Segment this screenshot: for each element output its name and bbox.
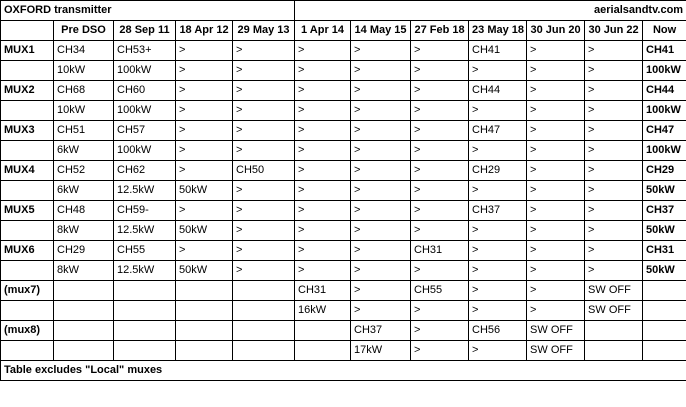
cell-power: 50kW [176,261,233,281]
cell-power: > [585,181,643,201]
cell-power: > [411,261,469,281]
header-cell-1-apr-14: 1 Apr 14 [295,21,351,41]
cell-power-now: 50kW [643,181,686,201]
cell-power-now: 100kW [643,141,686,161]
cell-power: > [411,101,469,121]
cell-channel [114,281,176,301]
cell-power [54,341,114,361]
header-cell-now: Now [643,21,686,41]
cell-channel: CH37 [469,201,527,221]
cell-power: > [411,301,469,321]
cell-channel: > [411,41,469,61]
cell-power: > [351,61,411,81]
cell-power: > [295,61,351,81]
table-row [1,221,686,241]
cell-channel: CH50 [233,161,295,181]
cell-channel: > [295,241,351,261]
header-cell-30-jun-22: 30 Jun 22 [585,21,643,41]
cell-power: > [295,181,351,201]
cell-power: 50kW [176,181,233,201]
table-row [1,61,686,81]
cell-power: 12.5kW [114,261,176,281]
header-cell-30-jun-20: 30 Jun 20 [527,21,585,41]
cell-channel-now: CH29 [643,161,686,181]
cell-power: > [411,341,469,361]
mux-name-blank [1,341,54,361]
cell-power: > [527,141,585,161]
cell-power: 100kW [114,61,176,81]
cell-power: > [527,261,585,281]
cell-channel: > [411,121,469,141]
table-row [1,241,686,261]
cell-power: SW OFF [527,341,585,361]
cell-power: 6kW [54,141,114,161]
cell-power: 12.5kW [114,221,176,241]
cell-power: 10kW [54,101,114,121]
cell-power: > [351,181,411,201]
cell-power [233,301,295,321]
cell-power: > [411,141,469,161]
cell-power: > [585,261,643,281]
cell-channel: > [527,281,585,301]
cell-channel [54,321,114,341]
cell-channel: > [527,161,585,181]
cell-channel [295,321,351,341]
mux-name-blank [1,61,54,81]
header-cell-27-feb-18: 27 Feb 18 [411,21,469,41]
cell-channel: > [176,201,233,221]
cell-power-now: 50kW [643,221,686,241]
cell-channel: CH55 [411,281,469,301]
mux-name: MUX3 [1,121,54,141]
cell-power: 6kW [54,181,114,201]
cell-power: > [469,181,527,201]
cell-power: 8kW [54,221,114,241]
cell-channel: CH37 [351,321,411,341]
mux-name: (mux8) [1,321,54,341]
table-row [1,101,686,121]
cell-channel: > [295,41,351,61]
header-cell-18-apr-12: 18 Apr 12 [176,21,233,41]
cell-power: 100kW [114,101,176,121]
cell-channel: CH55 [114,241,176,261]
cell-channel: CH51 [54,121,114,141]
table-row [1,321,686,341]
cell-channel: > [176,81,233,101]
title-row [1,1,686,21]
cell-power: > [351,221,411,241]
cell-power: > [411,221,469,241]
cell-power-now: 50kW [643,261,686,281]
cell-power: > [585,141,643,161]
cell-channel: > [351,161,411,181]
cell-channel: > [469,241,527,261]
cell-channel: > [295,161,351,181]
cell-power: > [233,141,295,161]
mux-name: MUX5 [1,201,54,221]
table-row [1,261,686,281]
cell-power: 12.5kW [114,181,176,201]
cell-channel: > [233,241,295,261]
mux-name: MUX2 [1,81,54,101]
cell-power: 100kW [114,141,176,161]
cell-channel: CH52 [54,161,114,181]
cell-channel [176,321,233,341]
header-cell-29-may-13: 29 May 13 [233,21,295,41]
cell-channel: > [411,201,469,221]
cell-power: 17kW [351,341,411,361]
mux-name-blank [1,221,54,241]
cell-channel: CH56 [469,321,527,341]
cell-power: > [469,101,527,121]
cell-power: > [295,101,351,121]
cell-power: > [469,341,527,361]
header-cell-28-sep-11: 28 Sep 11 [114,21,176,41]
cell-channel: > [176,41,233,61]
cell-power [233,341,295,361]
cell-channel: CH31 [295,281,351,301]
table-row [1,181,686,201]
table-row [1,121,686,141]
mux-name-blank [1,181,54,201]
cell-channel: > [411,81,469,101]
mux-name-blank [1,301,54,321]
cell-channel: > [233,121,295,141]
cell-channel: > [411,321,469,341]
cell-power: 10kW [54,61,114,81]
header-cell-23-may-18: 23 May 18 [469,21,527,41]
table-row [1,141,686,161]
cell-channel: CH53+ [114,41,176,61]
cell-channel: SW OFF [527,321,585,341]
cell-power: > [351,141,411,161]
cell-power [54,301,114,321]
mux-name-blank [1,141,54,161]
cell-power: > [527,61,585,81]
cell-channel: > [527,121,585,141]
cell-channel: SW OFF [585,281,643,301]
column-header-row [1,21,686,41]
cell-channel: CH34 [54,41,114,61]
cell-channel: CH44 [469,81,527,101]
cell-channel-now [643,321,686,341]
cell-power [176,341,233,361]
cell-channel-now: CH44 [643,81,686,101]
table-row [1,341,686,361]
cell-power [114,341,176,361]
header-cell-pre-dso: Pre DSO [54,21,114,41]
cell-power [295,341,351,361]
cell-channel-now: CH31 [643,241,686,261]
cell-channel-now: CH47 [643,121,686,141]
cell-power: > [295,141,351,161]
cell-channel: CH62 [114,161,176,181]
cell-channel-now: CH41 [643,41,686,61]
cell-channel: > [176,241,233,261]
cell-channel: > [176,121,233,141]
cell-channel: > [527,241,585,261]
cell-power: 50kW [176,221,233,241]
cell-power: > [233,261,295,281]
cell-channel: CH48 [54,201,114,221]
cell-power: > [411,181,469,201]
cell-power: > [469,141,527,161]
cell-power: > [527,221,585,241]
cell-power: > [469,61,527,81]
cell-power: > [176,101,233,121]
cell-channel: > [527,41,585,61]
cell-channel: > [176,161,233,181]
cell-power: > [233,61,295,81]
cell-channel: CH41 [469,41,527,61]
footer-note: Table excludes "Local" muxes [1,361,686,381]
mux-name: MUX1 [1,41,54,61]
cell-power: > [527,101,585,121]
header-cell-blank [1,21,54,41]
cell-power: > [295,221,351,241]
cell-channel: CH29 [54,241,114,261]
cell-channel: > [585,161,643,181]
cell-power [114,301,176,321]
cell-channel: > [351,81,411,101]
cell-channel [585,321,643,341]
cell-channel: > [295,81,351,101]
cell-power: > [351,301,411,321]
cell-channel [114,321,176,341]
source-label: aerialsandtv.com [295,1,686,21]
cell-power: > [176,61,233,81]
cell-power: > [585,221,643,241]
cell-channel: CH47 [469,121,527,141]
table-row [1,81,686,101]
cell-power: > [469,221,527,241]
cell-channel: > [585,121,643,141]
cell-channel [54,281,114,301]
cell-channel: > [585,241,643,261]
cell-channel: > [233,81,295,101]
cell-power: > [585,101,643,121]
cell-channel: CH31 [411,241,469,261]
cell-power: SW OFF [585,301,643,321]
cell-channel: > [351,201,411,221]
cell-power-now [643,301,686,321]
cell-channel: > [351,41,411,61]
cell-power: > [233,221,295,241]
cell-channel: CH59- [114,201,176,221]
header-cell-14-may-15: 14 May 15 [351,21,411,41]
cell-channel: > [295,201,351,221]
cell-power [585,341,643,361]
table-row [1,281,686,301]
mux-name: MUX4 [1,161,54,181]
cell-channel: > [585,201,643,221]
cell-power: > [233,101,295,121]
cell-power-now: 100kW [643,61,686,81]
cell-channel: > [351,241,411,261]
cell-power: > [527,301,585,321]
cell-channel: > [585,41,643,61]
table-row [1,301,686,321]
cell-channel [176,281,233,301]
table-row [1,201,686,221]
cell-channel: CH60 [114,81,176,101]
cell-channel-now [643,281,686,301]
cell-channel: > [295,121,351,141]
cell-channel: > [233,201,295,221]
cell-power-now [643,341,686,361]
cell-channel [233,321,295,341]
cell-power: 8kW [54,261,114,281]
cell-channel: > [527,81,585,101]
cell-power: > [351,261,411,281]
cell-power: > [469,301,527,321]
cell-power: > [527,181,585,201]
cell-power: > [585,61,643,81]
footer-row [1,361,686,381]
cell-channel: > [351,121,411,141]
cell-channel: > [351,281,411,301]
cell-power: > [176,141,233,161]
cell-channel: > [411,161,469,181]
mux-name: MUX6 [1,241,54,261]
cell-power: > [411,61,469,81]
cell-channel: CH29 [469,161,527,181]
site-title: OXFORD transmitter [1,1,295,21]
mux-name-blank [1,101,54,121]
cell-channel: CH57 [114,121,176,141]
cell-power-now: 100kW [643,101,686,121]
cell-power: > [295,261,351,281]
cell-power: > [233,181,295,201]
cell-channel: > [233,41,295,61]
table-row [1,41,686,61]
cell-channel: > [585,81,643,101]
mux-name: (mux7) [1,281,54,301]
cell-power: > [469,261,527,281]
cell-power: > [351,101,411,121]
cell-channel: CH68 [54,81,114,101]
cell-channel: > [527,201,585,221]
cell-channel [233,281,295,301]
cell-channel-now: CH37 [643,201,686,221]
table-row [1,161,686,181]
cell-power [176,301,233,321]
cell-channel: > [469,281,527,301]
cell-power: 16kW [295,301,351,321]
mux-name-blank [1,261,54,281]
